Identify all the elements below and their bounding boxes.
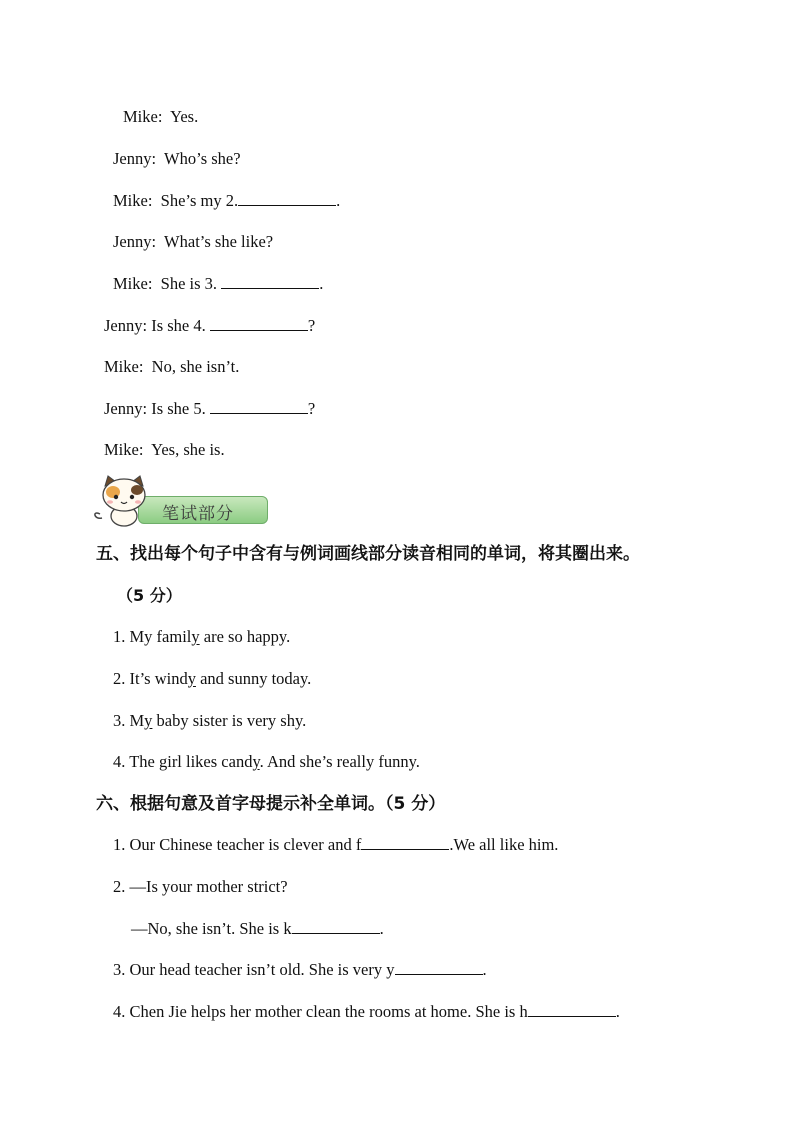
underlined-letter: y: [144, 711, 153, 730]
answer-blank[interactable]: [361, 835, 449, 850]
punctuation: .: [336, 191, 341, 210]
section5-item-1: [113, 627, 290, 647]
written-section-banner: [94, 474, 269, 528]
section5-item-3: [113, 711, 306, 731]
utterance: What’s she like?: [164, 232, 274, 251]
underlined-letter: y: [252, 752, 260, 771]
underlined-letter: y: [191, 627, 200, 646]
section6-item-2-answer: [131, 919, 384, 939]
utterance: Who’s she?: [164, 149, 241, 168]
answer-blank[interactable]: [210, 399, 308, 414]
dialogue-line-2: [113, 149, 241, 169]
speaker: Jenny:: [113, 232, 157, 251]
sentence-start: 3. Our head teacher isn’t old. She is very y: [113, 960, 395, 979]
speaker: Mike:: [113, 274, 153, 293]
sentence-start: 3. M: [113, 711, 145, 730]
sentence-end: .: [482, 960, 487, 979]
speaker: Jenny:: [113, 149, 157, 168]
sentence-start: —No, she isn’t. She is k: [131, 919, 292, 938]
sentence-end: baby sister is very shy.: [152, 711, 307, 730]
section6-item-3: [113, 960, 487, 980]
punctuation: ?: [307, 316, 316, 335]
dialogue-line-5: [113, 274, 323, 294]
speaker: Mike:: [113, 191, 153, 210]
dialogue-line-7: [104, 357, 239, 377]
punctuation: ?: [307, 399, 316, 418]
banner-label: 笔试部分: [162, 504, 234, 524]
section6-item-4: [113, 1002, 620, 1022]
answer-blank[interactable]: [528, 1002, 616, 1017]
sentence-start: 2. —Is your mother strict?: [113, 877, 288, 896]
sentence-end: . And she’s really funny.: [259, 752, 420, 771]
dialogue-line-6: [104, 316, 315, 336]
speaker: Jenny:: [104, 316, 148, 335]
sentence-start: 1. My famil: [113, 627, 192, 646]
section5-title: 五、找出每个句子中含有与例词画线部分读音相同的单词，将其圈出来。: [96, 544, 640, 564]
answer-blank[interactable]: [238, 191, 336, 206]
dialogue-line-3: [113, 191, 340, 211]
underlined-letter: y: [187, 669, 196, 688]
speaker: Mike:: [104, 357, 144, 376]
section5-item-4: [113, 752, 420, 772]
sentence-end: .: [615, 1002, 620, 1021]
utterance: Yes.: [170, 107, 199, 126]
speaker: Jenny:: [104, 399, 148, 418]
utterance: Is she 4.: [151, 316, 206, 335]
sentence-end: .We all like him.: [449, 835, 559, 854]
speaker: Mike:: [104, 440, 144, 459]
dialogue-line-4: [113, 232, 273, 252]
punctuation: .: [319, 274, 324, 293]
dialogue-line-1: [123, 107, 198, 127]
dialogue-line-8: [104, 399, 315, 419]
sentence-end: are so happy.: [199, 627, 291, 646]
section6-item-1: [113, 835, 558, 855]
sentence-start: 1. Our Chinese teacher is clever and f: [113, 835, 362, 854]
section5-score: （5 分）: [117, 586, 182, 605]
utterance: Is she 5.: [151, 399, 206, 418]
sentence-start: 4. The girl likes cand: [113, 752, 253, 771]
utterance: She’s my 2.: [160, 191, 239, 210]
answer-blank[interactable]: [395, 960, 483, 975]
utterance: No, she isn’t.: [151, 357, 240, 376]
sentence-start: 4. Chen Jie helps her mother clean the rooms at home. She is h: [113, 1002, 528, 1021]
answer-blank[interactable]: [292, 919, 380, 934]
sentence-start: 2. It’s wind: [113, 669, 188, 688]
speaker: Mike:: [123, 107, 163, 126]
dialogue-line-9: [104, 440, 225, 460]
sentence-end: .: [379, 919, 384, 938]
utterance: Yes, she is.: [151, 440, 225, 459]
sentence-end: and sunny today.: [195, 669, 312, 688]
utterance: She is 3.: [160, 274, 218, 293]
section6-title: 六、根据句意及首字母提示补全单词。（5 分）: [96, 794, 446, 814]
answer-blank[interactable]: [210, 316, 308, 331]
cat-mascot-icon: [94, 474, 154, 528]
section6-item-2-question: [113, 877, 288, 897]
section5-item-2: [113, 669, 311, 689]
answer-blank[interactable]: [221, 274, 319, 289]
